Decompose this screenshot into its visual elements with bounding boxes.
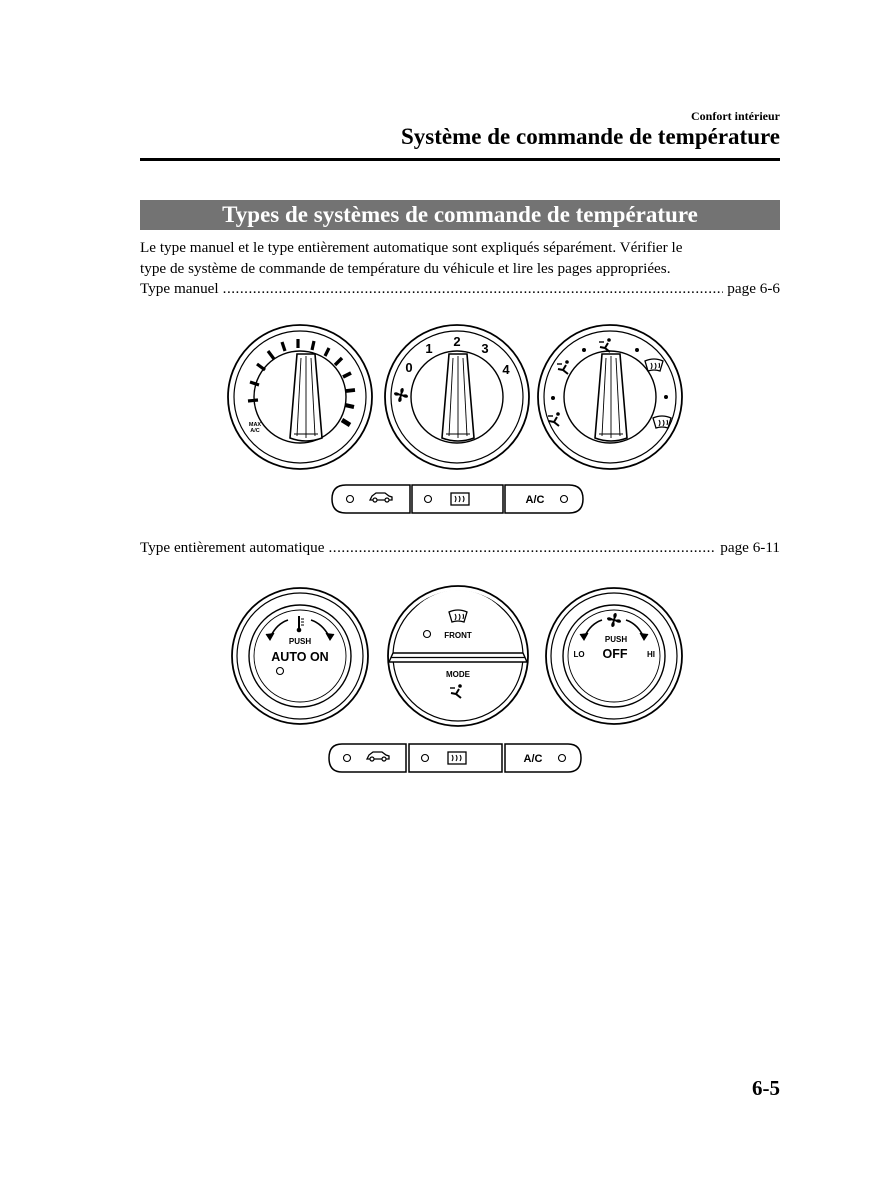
ac-button[interactable] [505,744,581,772]
fan-speed-label: 2 [453,334,461,349]
max-ac-label-1: MAX [248,422,262,428]
auto-fan-speed-knob[interactable] [546,588,682,724]
page-number: 6-5 [752,1076,780,1100]
manual-temperature-knob[interactable] [228,325,372,469]
toc-label: Type manuel [140,280,219,297]
ac-label: A/C [523,753,543,765]
max-ac-label-2: A/C [250,428,260,434]
intro-line-1: Le type manuel et le type entièrement automatique sont expliqués séparément. Vérifier le [140,239,683,256]
manual-airflow-mode-knob[interactable] [538,325,682,469]
push-label: PUSH [288,637,312,646]
fan-speed-label: 0 [405,360,413,375]
mode-label: MODE [446,670,470,679]
auto-temperature-knob[interactable] [232,588,368,724]
rear-defroster-button[interactable] [412,485,503,513]
auto-button-row [329,744,581,772]
section-title: Types de systèmes de commande de température [222,202,698,227]
toc-page: page 6-6 [727,280,780,297]
auto-mode-selector [388,586,528,726]
hi-label: HI [647,650,655,659]
push-label: PUSH [604,635,628,644]
chapter-label: Confort intérieur [691,109,780,123]
fan-speed-label: 1 [425,341,433,356]
manual-button-row [332,485,583,513]
auto-on-label: AUTO ON [271,650,329,664]
manual-fan-speed-knob[interactable] [385,325,529,469]
page-title: Système de commande de température [401,124,780,149]
fan-speed-label: 4 [502,362,510,377]
toc-label: Type entièrement automatique [140,539,325,556]
rear-defroster-button[interactable] [409,744,502,772]
intro-line-2: type de système de commande de température du véhicule et lire les pages appropriées. [140,259,671,277]
off-label: OFF [602,647,628,661]
toc-page: page 6-11 [720,539,780,556]
fan-speed-label: 3 [481,341,489,356]
lo-label: LO [573,650,585,659]
ac-label: A/C [525,494,545,506]
front-label: FRONT [444,631,472,640]
